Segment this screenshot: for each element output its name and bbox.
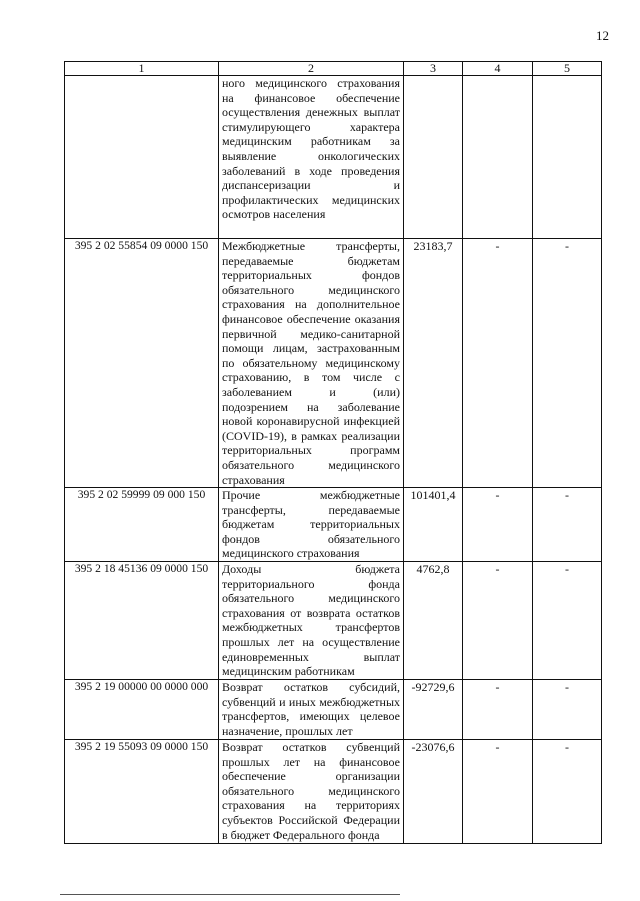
column-header-5: 5 <box>533 62 602 76</box>
column-4-cell: - <box>463 239 533 488</box>
budget-revenue-table <box>64 61 602 844</box>
table-row <box>65 562 602 680</box>
column-4-cell: - <box>463 680 533 740</box>
column-5-cell: - <box>533 488 602 562</box>
table-row <box>65 239 602 488</box>
description-cell: Доходы бюджета территориального фонда обязательного медицинского страхования от возврата остатков межбюджетных трансфертов прошлых лет на осуществление единовременных выплат медицинским работникам <box>219 562 404 680</box>
description-cell: ного медицинского страхования на финансовое обеспечение осуществления денежных выплат стимулирующего характера медицинским работникам за выявление онкологических заболеваний в ходе проведения диспансеризации и профилактических медицинских осмотров населения <box>219 76 404 239</box>
column-4-cell: - <box>463 488 533 562</box>
amount-cell: 101401,4 <box>404 488 463 562</box>
column-4-cell <box>463 76 533 239</box>
budget-code-cell: 395 2 19 55093 09 0000 150 <box>65 740 219 844</box>
budget-code-cell: 395 2 19 00000 00 0000 000 <box>65 680 219 740</box>
amount-cell: -23076,6 <box>404 740 463 844</box>
table-row <box>65 488 602 562</box>
budget-code-cell: 395 2 02 55854 09 0000 150 <box>65 239 219 488</box>
budget-code-cell <box>65 76 219 239</box>
table-row <box>65 740 602 844</box>
description-cell: Прочие межбюджетные трансферты, передаваемые бюджетам территориальных фондов обязательного медицинского страхования <box>219 488 404 562</box>
amount-cell <box>404 76 463 239</box>
column-5-cell: - <box>533 239 602 488</box>
budget-code-cell: 395 2 18 45136 09 0000 150 <box>65 562 219 680</box>
column-header-4: 4 <box>463 62 533 76</box>
column-5-cell: - <box>533 680 602 740</box>
amount-cell: 4762,8 <box>404 562 463 680</box>
amount-cell: -92729,6 <box>404 680 463 740</box>
description-cell: Возврат остатков субвенций прошлых лет на финансовое обеспечение организации обязательного медицинского страхования на территориях субъектов Российской Федерации в бюджет Федерального фонда <box>219 740 404 844</box>
page-number: 12 <box>596 28 609 43</box>
footer-divider <box>60 894 400 895</box>
amount-cell: 23183,7 <box>404 239 463 488</box>
description-cell: Межбюджетные трансферты, передаваемые бюджетам территориальных фондов обязательного медицинского страхования на дополнительное финансовое обеспечение оказания первичной медико-санитарной помощи лицам, застрахованным по обязательному медицинскому страхованию, в том числе с заболеванием и (или) подозрением на заболевание новой коронавирусной инфекцией (COVID-19), в рамках реализации территориальных программ обязательного медицинского страхования <box>219 239 404 488</box>
description-cell: Возврат остатков субсидий, субвенций и иных межбюджетных трансфертов, имеющих целевое назначение, прошлых лет <box>219 680 404 740</box>
table-row <box>65 680 602 740</box>
column-header-1: 1 <box>65 62 219 76</box>
column-4-cell: - <box>463 562 533 680</box>
column-5-cell: - <box>533 562 602 680</box>
budget-code-cell: 395 2 02 59999 09 000 150 <box>65 488 219 562</box>
column-header-3: 3 <box>404 62 463 76</box>
table-row <box>65 76 602 239</box>
column-4-cell: - <box>463 740 533 844</box>
column-5-cell <box>533 76 602 239</box>
column-5-cell: - <box>533 740 602 844</box>
column-header-2: 2 <box>219 62 404 76</box>
table-header-row <box>65 62 602 76</box>
